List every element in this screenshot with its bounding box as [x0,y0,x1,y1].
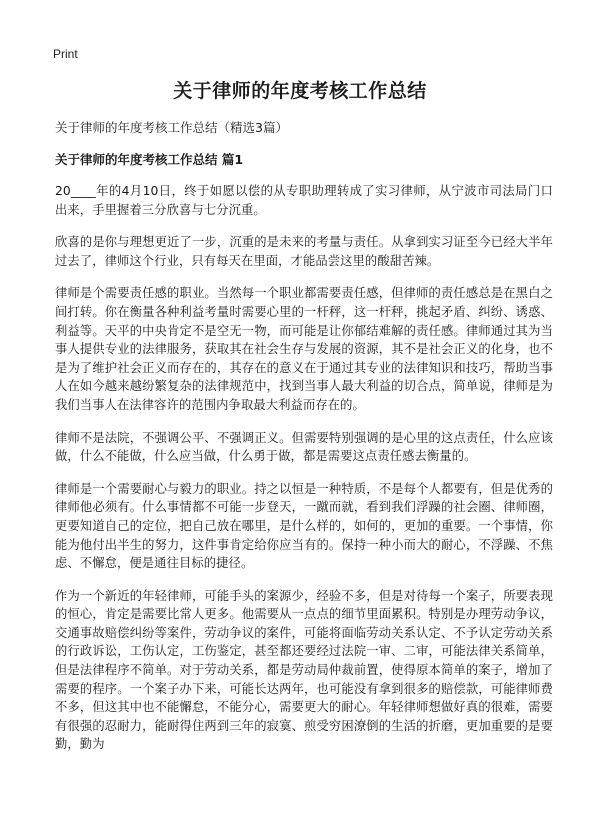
paragraph: 律师不是法院，不强调公平、不强调正义。但需要特别强调的是心里的这点责任，什么应该做，什么不能做，什么应当做，什么勇于做，都是需要这点责任感去衡量的。 [55,430,553,464]
paragraph: 律师是个需要责任感的职业。当然每一个职业都需要责任感，但律师的责任感总是在黑白之间打转。你在衡量各种利益考量时需要心里的一杆秤，这一杆秤，挑起矛盾、纠纷、诱惑、利益等。天平的中央肯定不是空无一物，而可能是让你郁结难解的责任感。律师通过其为当事人提供专业的法律服务，获取其在社会生存与发展的资源，其不是社会正义的化身，也不是为了维护社会正义而存在的，其存在的意义在于通过其专业的法律知识和技巧，帮助当事人在如今越来越纷繁复杂的法律规范中，找到当事人最大利益的切合点，简单说，律师是为我们当事人在法律容许的范围内争取最大利益而存在的。 [55,286,553,412]
paragraph: 律师是一个需要耐心与毅力的职业。持之以恒是一种特质，不是每个人都要有，但是优秀的律师他必须有。什么事情都不可能一步登天，一蹴而就，看到我们浮躁的社会圈、律师圈，更要知道自己的定位，把自己放在哪里，是什么样的，如何的，更加的重要。一个事情，你能为他付出半生的努力，这件事肯定给你应当有的。保持一种小而大的耐心，不浮躁、不焦虑、不懈怠，便是通往目标的捷径。 [55,481,553,571]
page-title: 关于律师的年度考核工作总结 [173,80,427,102]
paragraph: 欣喜的是你与理想更近了一步，沉重的是未来的考量与责任。从拿到实习证至今已经大半年过去了，律师这个行业，只有每天在里面，才能品尝这里的酸甜苦辣。 [55,235,553,268]
print-link[interactable]: Print [53,47,78,61]
body-text [55,182,553,768]
paragraph: 作为一个新近的年轻律师，可能手头的案源少，经验不多，但是对待每一个案子，所要表现的恒心，肯定是需要比常人更多。他需要从一点点的细节里面累积。特别是办理劳动争议，交通事故赔偿纠纷等案件，劳动争议的案件，可能将面临劳动关系认定、不予认定劳动关系的行政诉讼，工伤认定，工伤鉴定，甚至都还要经过法院一审、二审，可能法律关系简单，但是法律程序不简单。对于劳动关系，都是劳动局仲裁前置，使得原本简单的案子，增加了需要的程序。一个案子办下来，可能长达两年，也可能没有拿到很多的赔偿款，可能律师费不多，但这其中也不能懈怠，不能分心，需要更大的耐心。年轻律师想做好真的很难，需要有很强的忍耐力，能耐得住两到三年的寂寞、煎受穷困潦倒的生活的折磨，更加重要的是要勤，勤为 [55,588,553,752]
section-heading: 关于律师的年度考核工作总结 篇1 [55,152,244,167]
document-subtitle: 关于律师的年度考核工作总结（精选3篇） [55,120,288,135]
paragraph: 20____年的4月10日，终于如愿以偿的从专职助理转成了实习律师，从宁波市司法局门口出来，手里握着三分欣喜与七分沉重。 [55,184,553,217]
